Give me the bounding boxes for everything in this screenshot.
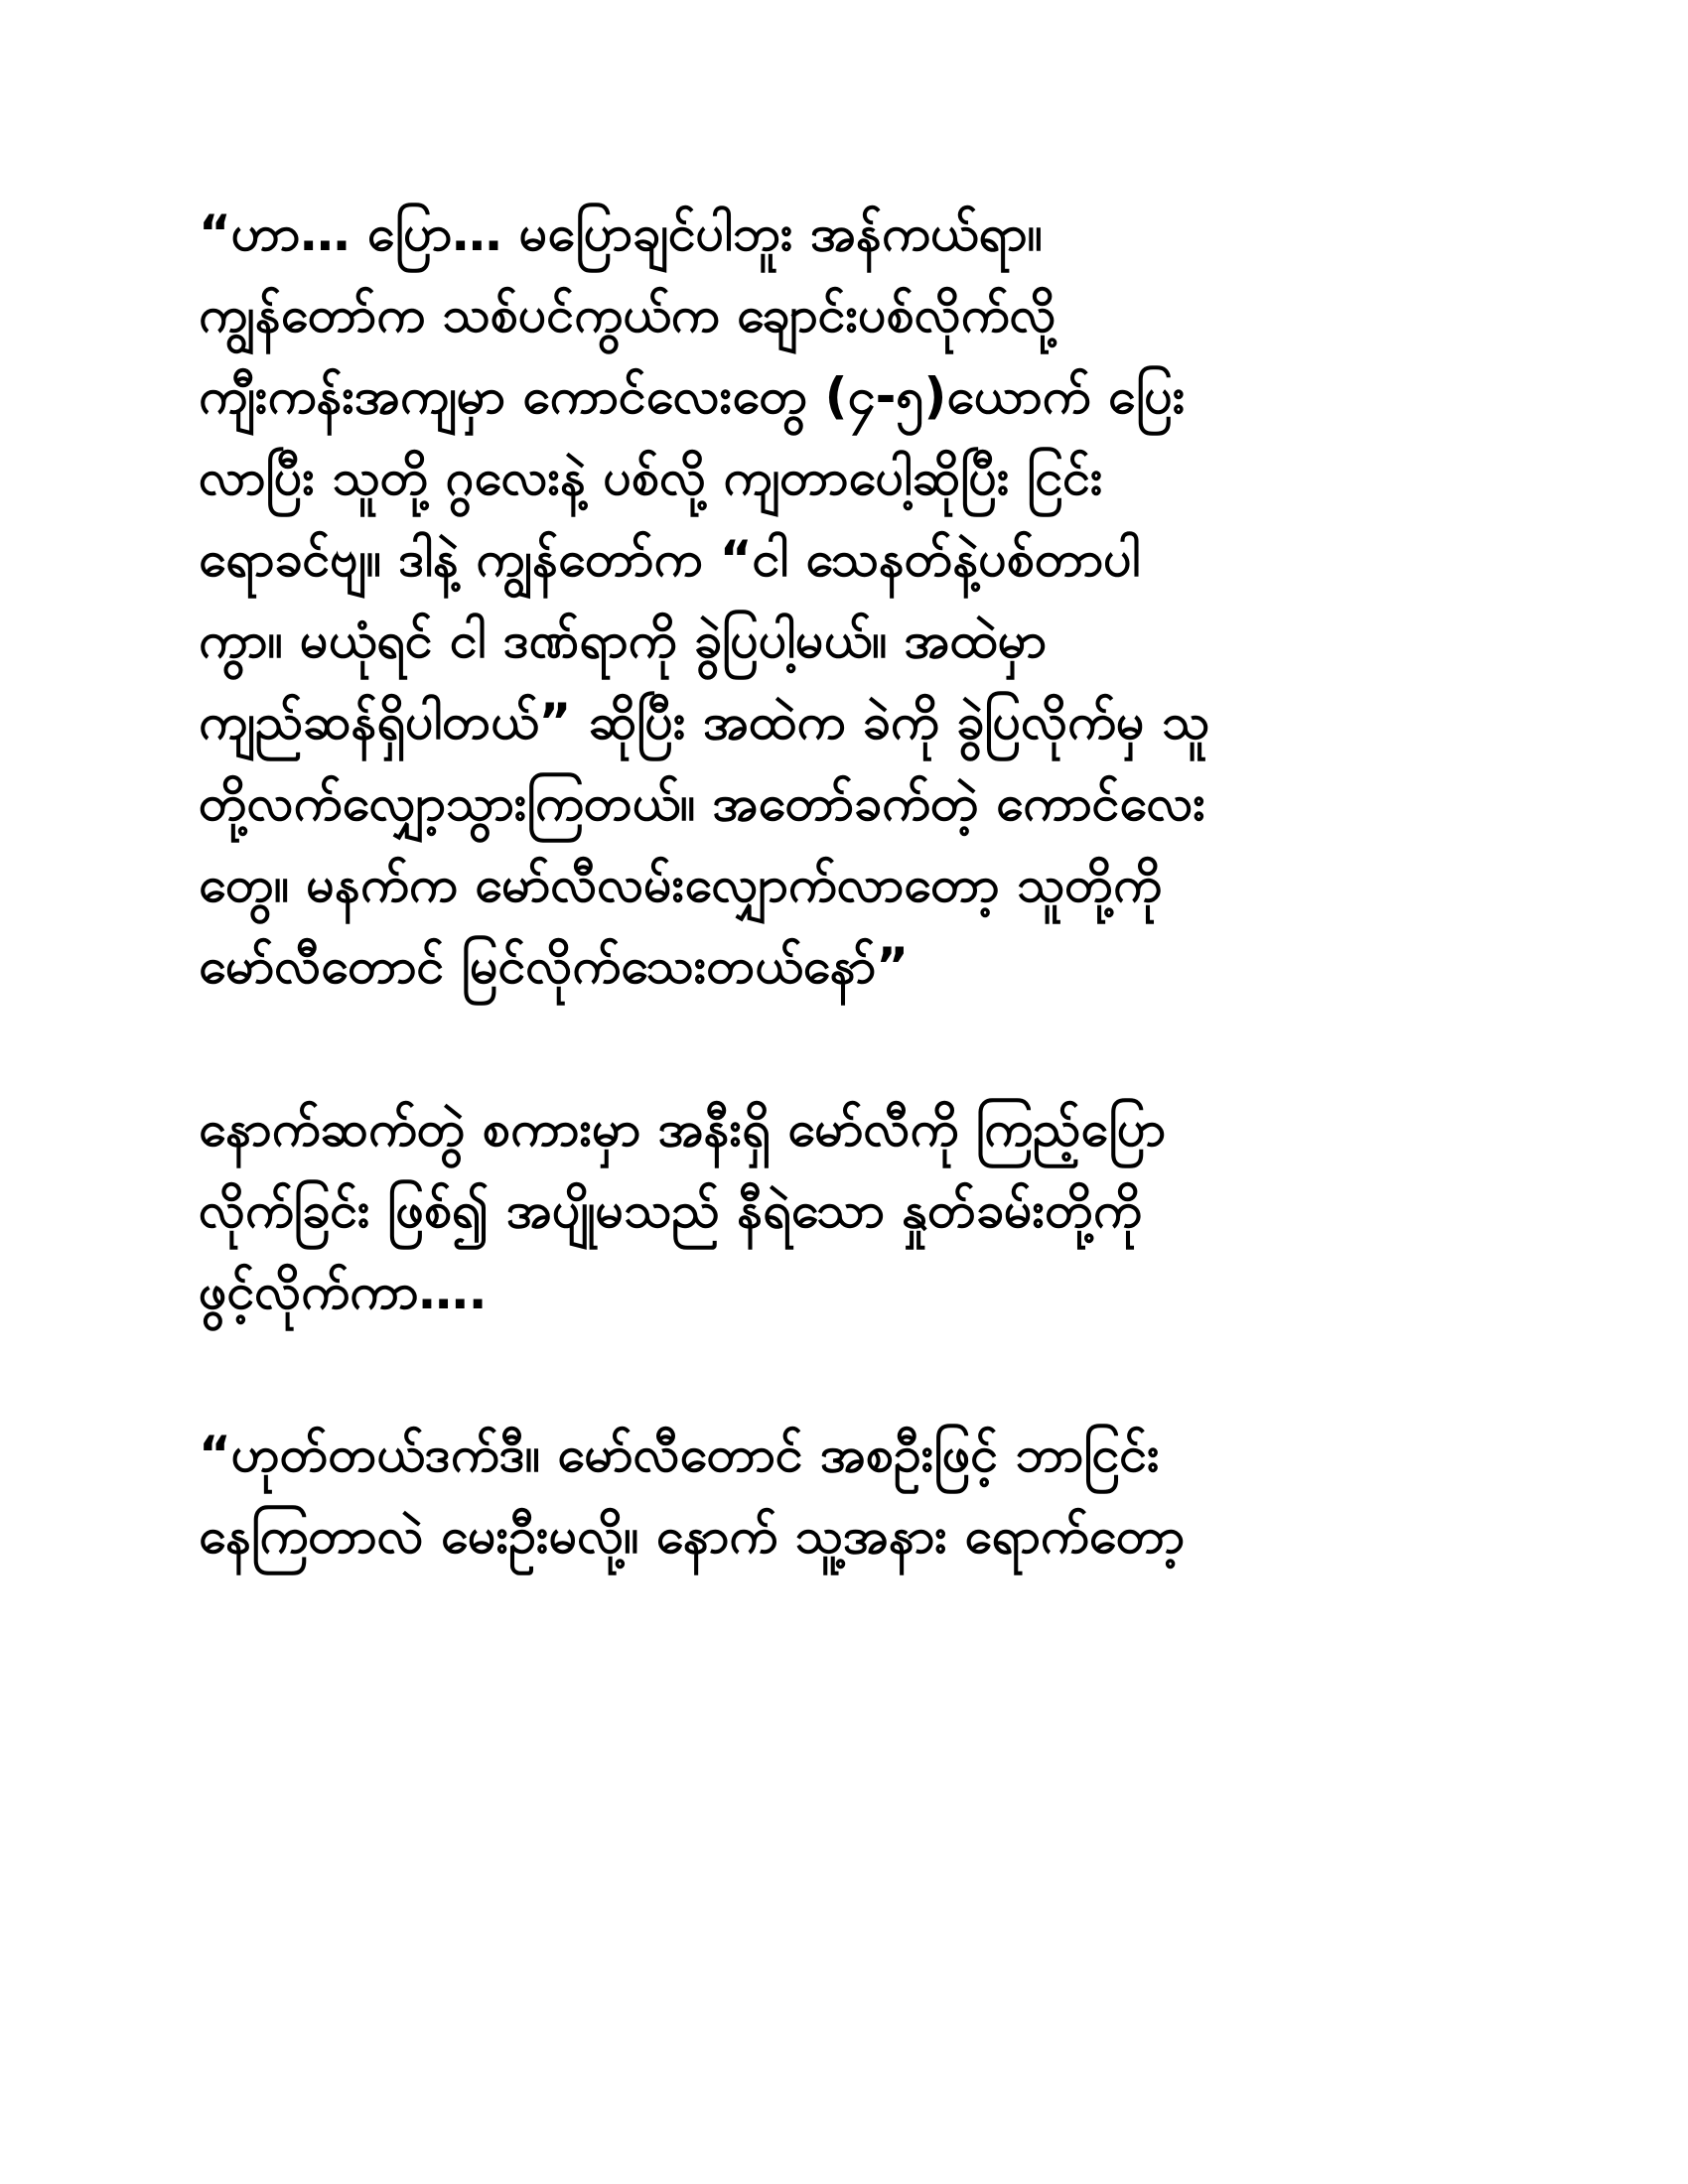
paragraph-2-line-3: ဖွင့်လိုက်ကာ….	[199, 1263, 488, 1320]
paragraph-1-line-3: ကျီးကန်းအကျမှာ ကောင်လေးတွေ (၄-၅)ယောက် ပြေး	[199, 367, 1186, 425]
paragraph-3-line-2: နေကြတာလဲ မေးဦးမလို့။ နောက် သူ့အနား ရောက်တော့	[199, 1507, 1186, 1565]
paragraph-2-line-1: နောက်ဆက်တွဲ စကားမှာ အနီးရှိ မော်လီကို ကြည့်ပြော	[199, 1100, 1167, 1158]
paragraph-1-line-1: “ဟာ… ပြော… မပြောချင်ပါဘူး အန်ကယ်ရာ။	[199, 205, 1043, 262]
paragraph-1-line-8: တို့လက်လျှော့သွားကြတယ်။ အတော်ခက်တဲ့ ကောင်လေး	[199, 774, 1206, 832]
paragraph-1-line-4: လာပြီး သူတို့ ဂွလေးနဲ့ ပစ်လို့ ကျတာပေါ့ဆိုပြီး ငြင်း	[199, 449, 1103, 506]
paragraph-1-line-7: ကျည်ဆန်ရှိပါတယ်” ဆိုပြီး အထဲက ခဲကို ခွဲပြလိုက်မှ သူ	[199, 693, 1210, 751]
paragraph-1-line-10: မော်လီတောင် မြင်လိုက်သေးတယ်နော်”	[199, 937, 910, 995]
paragraph-3-line-1: “ဟုတ်တယ်ဒက်ဒီ။ မော်လီတောင် အစဦးဖြင့် ဘာငြင်း	[199, 1426, 1160, 1483]
paragraph-2-line-2: လိုက်ခြင်း ဖြစ်၍ အပျိုမသည် နီရဲသော နှုတ်ခမ်းတို့ကို	[199, 1181, 1142, 1239]
paragraph-1-line-9: တွေ။ မနက်က မော်လီလမ်းလျှောက်လာတော့ သူတို့ကို	[199, 856, 1162, 913]
paragraph-1-line-2: ကျွန်တော်က သစ်ပင်ကွယ်က ချောင်းပစ်လိုက်လို့	[199, 286, 1056, 343]
paragraph-1-line-6: ကွာ။ မယုံရင် ငါ ဒဏ်ရာကို ခွဲပြပါ့မယ်။ အထဲမှာ	[199, 612, 1048, 669]
paragraph-1-line-5: ရောခင်ဗျ။ ဒါနဲ့ ကျွန်တော်က “ငါ သေနတ်နဲ့ပစ်တာပါ	[199, 530, 1141, 588]
